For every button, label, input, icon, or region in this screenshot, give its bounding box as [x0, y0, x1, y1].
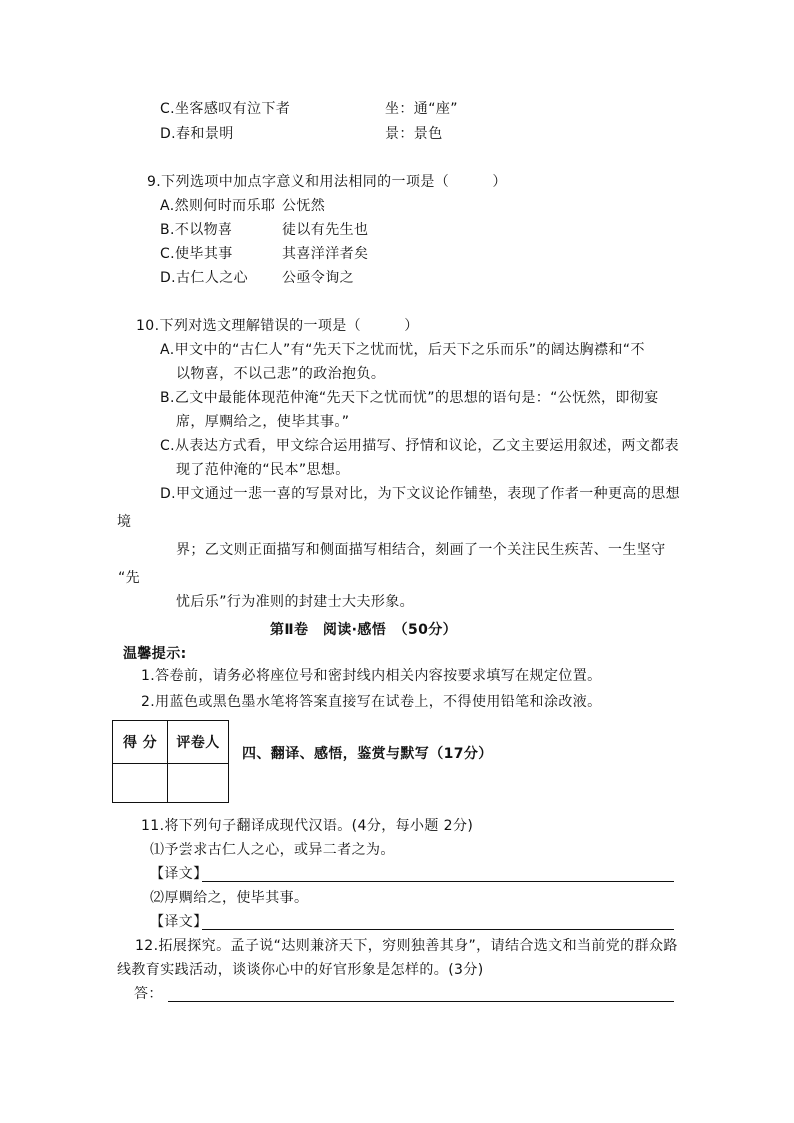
- q9-option-a: A.然则何时而乐耶: [160, 198, 276, 214]
- section-heading: 四、翻译、感悟，鉴赏与默写（17分）: [242, 746, 493, 762]
- q10-line: 席，厚赒给之，使毕其事。”: [176, 414, 350, 430]
- q10-stem: 10.下列对选文理解错误的一项是（ ）: [136, 318, 419, 334]
- q8-option-c: C.坐客感叹有泣下者: [160, 101, 291, 117]
- q11-item-1: ⑴予尝求古仁人之心，或异二者之为。: [150, 842, 395, 858]
- part2-title: 第Ⅱ卷 阅读·感悟 （50分）: [270, 622, 458, 638]
- tips-label: 温馨提示:: [123, 646, 187, 662]
- grader-cell[interactable]: [168, 764, 229, 803]
- q9-option-c-b: 其喜洋洋者矣: [282, 246, 369, 262]
- q10-line: B.乙文中最能体现范仲淹“先天下之忧而忧”的思想的语句是：“公怃然，即彻宴: [160, 390, 659, 406]
- q8-option-d-note: 景：景色: [385, 126, 443, 142]
- q10-line: D.甲文通过一悲一喜的写景对比，为下文议论作铺垫，表现了作者一种更高的思想: [160, 486, 681, 502]
- q10-line: 现了范仲淹的“民本”思想。: [176, 462, 350, 478]
- q11-answer-label-2: 【译文】: [150, 914, 208, 930]
- q10-line: 以物喜，不以己悲”的政治抱负。: [176, 366, 386, 382]
- q11-answer-line-1[interactable]: [202, 881, 674, 882]
- grader-header: 评卷人: [168, 721, 229, 764]
- score-header: 得 分: [113, 721, 168, 764]
- q12-stem-line1: 12.拓展探究。孟子说“达则兼济天下，穷则独善其身”，请结合选文和当前党的群众路: [135, 938, 678, 954]
- q8-option-d: D.春和景明: [160, 126, 234, 142]
- q10-line: 界；乙文则正面描写和侧面描写相结合，刻画了一个关注民生疾苦、一生坚守: [176, 542, 666, 558]
- q11-stem: 11.将下列句子翻译成现代汉语。(4分，每小题 2分): [141, 818, 474, 834]
- tip-1: 1.答卷前，请务必将座位号和密封线内相关内容按要求填写在规定位置。: [141, 668, 602, 684]
- tip-2: 2.用蓝色或黑色墨水笔将答案直接写在试卷上，不得使用铅笔和涂改液。: [141, 694, 602, 710]
- q11-item-2: ⑵厚赒给之，使毕其事。: [150, 890, 309, 906]
- q12-answer-label: 答：: [134, 986, 163, 1002]
- q11-answer-line-2[interactable]: [202, 929, 674, 930]
- q9-option-b-b: 徒以有先生也: [282, 222, 369, 238]
- q10-line: C.从表达方式看，甲文综合运用描写、抒情和议论，乙文主要运用叙述，两文都表: [160, 438, 680, 454]
- q12-stem-line2: 线教育实践活动，谈谈你心中的好官形象是怎样的。(3分): [117, 962, 484, 978]
- q10-line: 忧后乐”行为准则的封建士大夫形象。: [176, 594, 415, 610]
- q12-answer-line[interactable]: [168, 1001, 674, 1002]
- q9-option-d-b: 公亟令询之: [282, 270, 354, 286]
- score-table: [112, 720, 229, 803]
- score-cell[interactable]: [113, 764, 168, 803]
- q10-line: 境: [117, 514, 132, 530]
- q11-answer-label-1: 【译文】: [150, 866, 208, 882]
- q10-line: A.甲文中的“古仁人”有“先天下之忧而忧，后天下之乐而乐”的阔达胸襟和“不: [160, 342, 645, 358]
- q9-option-c: C.使毕其事: [160, 246, 233, 262]
- q9-option-a-b: 公怃然: [282, 198, 326, 214]
- q9-option-b: B.不以物喜: [160, 222, 233, 238]
- q9-stem: 9.下列选项中加点字意义和用法相同的一项是（ ）: [147, 174, 507, 190]
- q10-line: “先: [118, 570, 141, 586]
- q9-option-d: D.古仁人之心: [160, 270, 249, 286]
- q8-option-c-note: 坐：通“座”: [385, 101, 458, 117]
